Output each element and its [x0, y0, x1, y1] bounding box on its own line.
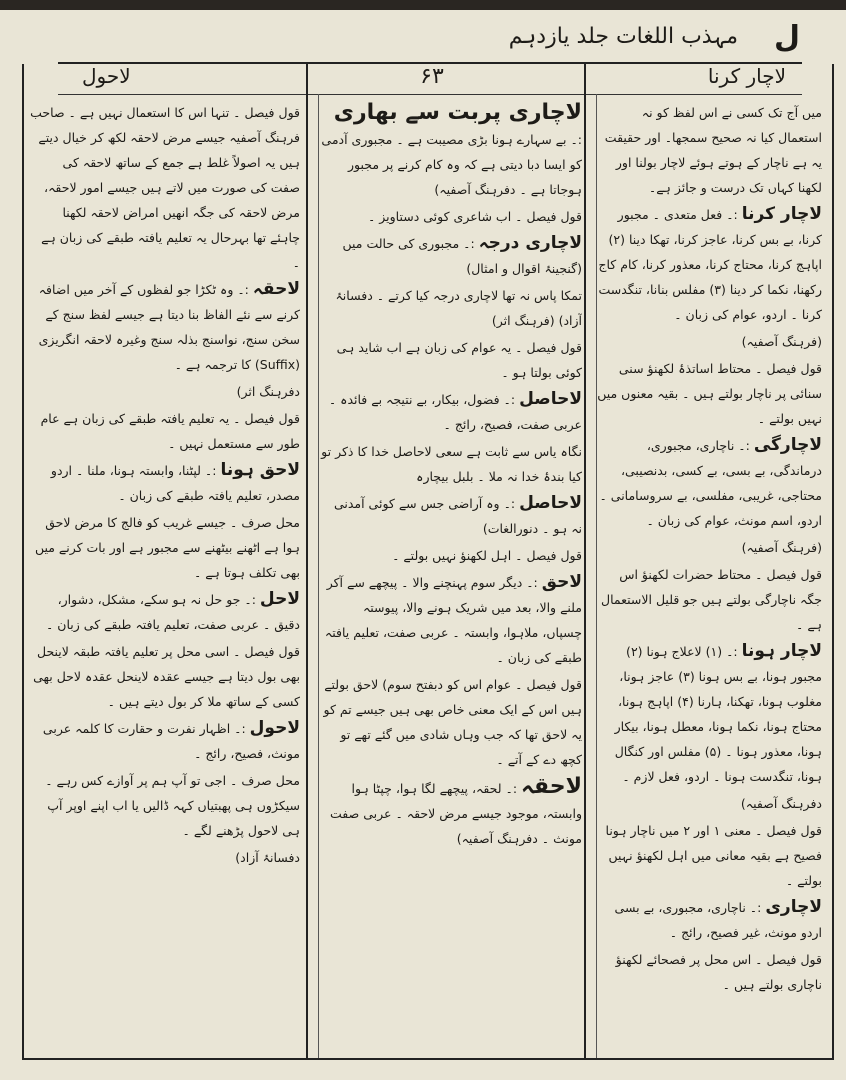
- definition-text: محل صرف ۔ اجی تو آپ ہم پر آوازے کس رہے ۔ سیکڑوں ہی پھبتیاں کہہ ڈالیں یا اب اپنے اوپر آپ ہی لاحول پڑھنے لگے ۔: [45, 773, 300, 838]
- first-headword-guide: لاچار کرنا: [707, 64, 786, 88]
- definition-text: قول فیصل ۔ یہ عوام کی زبان ہے اب شاید ہی کوئی بولتا ہو ۔: [336, 340, 582, 380]
- definition-text: :۔ جو حل نہ ہو سکے، مشکل، دشوار، دقیق ۔ عربی صفت، تعلیم یافتہ طبقے کی زبان ۔: [46, 592, 300, 632]
- definition-text: :۔ (۱) لاعلاج ہونا (۲) مجبور ہونا، بے بس ہونا (۳) عاجز ہونا، مغلوب ہونا، تھکنا، ہارنا (۴) اپاہج ہونا، محتاج ہونا، نکما ہونا، معطل ہونا، بیکار ہونا، معذور ہونا ۔ (۵) مفلس اور کنگال ہونا، تنگدست ہونا ۔ اردو، فعل لازم ۔: [614, 644, 822, 784]
- definition-text: :۔ وہ ٹکڑا جو لفظوں کے آخر میں اضافہ کرنے سے نئے الفاظ بنا دیتا ہے جیسے لفظ سنج کے سخن سنج، نواسنج بذلہ سنج وغیرہ لاحقہ انگریزی (Suffix) کا ترجمہ ہے ۔: [38, 282, 300, 372]
- frame-left: [22, 64, 24, 1060]
- definition-text: قول فیصل ۔ محتاط حضرات لکھنؤ اس جگہ ناچارگی بولتے ہیں جو قلیل الاستعمال ہے ۔: [600, 567, 822, 632]
- definition-text: دفسانۂ آزاد): [235, 850, 300, 865]
- entry-text: [30, 510, 300, 585]
- definition-text: :۔ مجبوری کی حالت میں (گنجینۂ اقوال و امثال): [342, 236, 582, 276]
- headword: لاچار کرنا: [741, 204, 822, 224]
- frame-right: [832, 64, 834, 1060]
- definition-text: (فرہنگ آصفیہ): [741, 540, 822, 555]
- definition-text: دفرہنگ آصفیہ): [740, 796, 822, 811]
- headword: لاحقہ: [521, 774, 582, 799]
- definition-text: تمکا پاس نہ تھا لاچاری درجہ کیا کرتے ۔ دفسانۂ آزاد) (فرہنگ اثر): [335, 288, 582, 328]
- dictionary-entry: [320, 491, 582, 541]
- dictionary-entry: [30, 277, 300, 377]
- column-right: [596, 100, 822, 1060]
- headword: لاحق: [541, 572, 582, 592]
- entry-text: [30, 639, 300, 714]
- dictionary-entry: [596, 639, 822, 789]
- definition-text: قول فیصل ۔ اسی محل پر تعلیم یافتہ طبقہ لاینحل بھی بول دیتا ہے جیسے عقدہ لاینحل عقدہ لاحل بھی کسی کے ساتھ ملا کر بول دیتے ہیں ۔: [33, 644, 300, 709]
- entry-text: [320, 543, 582, 568]
- definition-text: :۔ ناچاری، مجبوری، درماندگی، بے بسی، بے کسی، بدنصیبی، محتاجی، غریبی، مفلسی، بے سروسامانی ۔ اردو، اسم مونث، عوام کی زبان ۔: [599, 438, 822, 528]
- dictionary-entry: [320, 231, 582, 281]
- definition-text: (فرہنگ آصفیہ): [741, 334, 822, 349]
- headword: لاچاری پربت سے بھاری: [333, 100, 582, 125]
- definition-text: :۔ دیگر سوم پہنچنے والا ۔ پیچھے سے آکر ملنے والا، بعد میں شریک ہونے والا، پیوستہ چسپاں، ملاہوا، وابستہ ۔ عربی صفت، تعلیم یافتہ طبقے کی زبان ۔: [324, 575, 582, 665]
- definition-text: :۔ اظہار نفرت و حقارت کا کلمہ عربی مونث، فصیح، رائج ۔: [42, 721, 300, 761]
- header-sub-rule: [58, 94, 802, 95]
- definition-text: :۔ ناچاری، مجبوری، بے بسی اردو مونث، غیر فصیح، رائج ۔: [614, 900, 822, 940]
- dictionary-entry: [30, 716, 300, 766]
- definition-text: قول فیصل ۔ یہ تعلیم یافتہ طبقے کی زبان ہے عام طور سے مستعمل نہیں ۔: [40, 411, 300, 451]
- headword: لاچار ہونا: [741, 641, 822, 661]
- entry-text: [320, 672, 582, 772]
- headword: لاچاری درجہ: [478, 233, 582, 253]
- headword: لاچاری: [765, 897, 822, 917]
- page-number: ۶۳: [420, 64, 444, 89]
- column-divider: [306, 64, 308, 1060]
- running-title: مہذب اللغات جلد یازدہم: [508, 24, 738, 49]
- definition-text: میں آج تک کسی نے اس لفظ کو نہ استعمال کیا نہ صحیح سمجھا۔ اور حقیقت یہ ہے ناچار کے ہوتے ہوئے لاچار بولنا اور لکھنا کہاں تک درست و جائز ہے۔: [604, 105, 822, 195]
- dictionary-entry: [320, 100, 582, 202]
- entry-text: [596, 562, 822, 637]
- dictionary-entry: [30, 458, 300, 508]
- dictionary-entry: [30, 587, 300, 637]
- entry-text: [30, 406, 300, 456]
- entry-text: [320, 204, 582, 229]
- definition-text: :۔ لحقہ، پیچھے لگا ہوا، چپٹا ہوا وابستہ، موجود جیسے مرض لاحقہ ۔ عربی صفت مونث ۔ دفرہنگ آصفیہ): [330, 781, 582, 846]
- entry-text: [596, 535, 822, 560]
- definition-text: قول فیصل ۔ عوام اس کو دبفتح سوم) لاحق بولتے ہیں اس کے ایک معنی خاص بھی ہیں جیسے تم کو یہ لاحق تھا کہ جب وہاں شادی میں گئے تھے تو کچھ دے کے آتے ۔: [323, 677, 582, 767]
- headword: لاحل: [259, 589, 300, 609]
- headword: لاحق ہونا: [220, 460, 300, 480]
- column-middle: [320, 100, 582, 1060]
- definition-text: قول فیصل ۔ تنہا اس کا استعمال نہیں ہے ۔ صاحب فرہنگ آصفیہ جیسے مرض لاحقہ لکھ کر خیال دیتے ہیں یہ اصولاً غلط ہے جمع کے ساتھ لاحقہ کی صفت کی صورت میں لاتے ہیں جیسے امور لاحقہ، مرض لاحقہ کی جگہ انھیں امراض لاحقہ لکھنا چاہئے تھا بہرحال یہ تعلیم یافتہ طبقے کی زبان ہے ۔: [30, 105, 300, 270]
- entry-text: [30, 845, 300, 870]
- entry-text: [320, 439, 582, 489]
- entry-text: [596, 329, 822, 354]
- entry-text: [596, 947, 822, 997]
- dictionary-entry: [320, 570, 582, 670]
- definition-text: قول فیصل ۔ اس محل پر فصحائے لکھنؤ ناچاری بولتے ہیں ۔: [615, 952, 822, 992]
- definition-text: قول فیصل ۔ محتاط اساتذۂ لکھنؤ سنی سنائی پر ناچار بولتے ہیں ۔ بقیہ معنوں میں نہیں بولتے ۔: [597, 361, 822, 426]
- last-headword-guide: لاحول: [82, 64, 131, 88]
- dictionary-entry: [596, 202, 822, 327]
- definition-text: قول فیصل ۔ معنی ۱ اور ۲ میں ناچار ہونا فصیح ہے بقیہ معانی میں اہل لکھنؤ نہیں بولتے ۔: [605, 823, 822, 888]
- headword: لاحاصل: [519, 493, 582, 513]
- headword: لاحول: [249, 718, 300, 738]
- definition-text: قول فیصل ۔ اہل لکھنؤ نہیں بولتے ۔: [392, 548, 582, 563]
- entry-text: [596, 791, 822, 816]
- entry-text: [320, 283, 582, 333]
- definition-text: :۔ وہ آراضی جس سے کوئی آمدنی نہ ہو ۔ دنورالغات): [333, 496, 582, 536]
- definition-text: :۔ بے سہارے ہونا بڑی مصیبت ہے ۔ مجبوری آدمی کو ایسا دبا دیتی ہے کہ وہ کام کرنے پر مجبور ہوجاتا ہے ۔ دفرہنگ آصفیہ): [321, 132, 582, 197]
- folio-letter: ل: [773, 20, 800, 55]
- definition-text: نگاہ یاس سے ثابت ہے سعی لاحاصل خدا کا ذکر تو کیا بندۂ خدا نہ ملا ۔ بلبل بیچارہ: [321, 444, 582, 484]
- dictionary-entry: [320, 387, 582, 437]
- entry-text: [30, 100, 300, 275]
- scan-edge: [0, 0, 846, 10]
- headword: لاحاصل: [519, 389, 582, 409]
- entry-text: [596, 356, 822, 431]
- definition-text: :۔ فعل متعدی ۔ مجبور کرنا، بے بس کرنا، عاجز کرنا، تھکا دینا (۲) اپاہج کرنا، محتاج کرنا، معذور کرنا، کام کاج رکھنا، نکما کر دینا (۳) مفلس بنانا، تنگدست کرنا ۔ اردو، عوام کی زبان ۔: [598, 207, 822, 322]
- entry-text: [30, 379, 300, 404]
- definition-text: :۔ لپٹنا، وابستہ ہونا، ملنا ۔ اردو مصدر، تعلیم یافتہ طبقے کی زبان ۔: [50, 463, 300, 503]
- dictionary-entry: [596, 895, 822, 945]
- dictionary-entry: [320, 774, 582, 851]
- entry-text: [320, 335, 582, 385]
- headword: لاحقہ: [252, 279, 300, 299]
- column-divider: [318, 94, 319, 1060]
- entry-text: [596, 818, 822, 893]
- definition-text: دفرہنگ اثر): [236, 384, 300, 399]
- definition-text: محل صرف ۔ جیسے غریب کو فالج کا مرض لاحق ہوا ہے اٹھنے بیٹھنے سے مجبور ہے اور بات کرنے میں بھی تکلف ہوتا ہے ۔: [34, 515, 300, 580]
- entry-text: [596, 100, 822, 200]
- column-divider: [584, 64, 586, 1060]
- dictionary-entry: [596, 433, 822, 533]
- definition-text: قول فیصل ۔ اب شاعری کوئی دستاویز ۔: [367, 209, 582, 224]
- definition-text: :۔ فضول، بیکار، بے نتیجہ بے فائدہ ۔ عربی صفت، فصیح، رائج ۔: [328, 392, 582, 432]
- entry-text: [30, 768, 300, 843]
- column-left: [30, 100, 300, 1060]
- headword: لاچارگی: [753, 435, 822, 455]
